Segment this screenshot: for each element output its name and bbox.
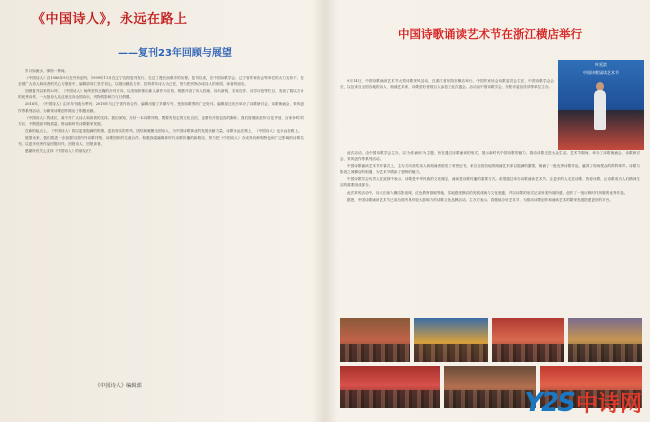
event-photo <box>414 318 488 362</box>
news-title: 中国诗歌诵读艺术节在浙江横店举行 <box>398 27 582 41</box>
article-subtitle: ——复刊23年回顾与展望 <box>118 48 232 59</box>
stage-photo <box>558 60 644 150</box>
paragraph: 中国诗歌学会负责人在致辞中表示，诗歌是中华民族的文化瑰宝，诵读是诗歌传播的重要方式。希望通过举办诗歌诵读艺术节，让更多的人走近诗歌、热爱诗歌，让诗歌成为人们精神生活的重要组成部分。 <box>340 177 640 188</box>
paragraph: 据悉，中国诗歌诵读艺术节已成为国内具有较大影响力的诗歌文化品牌活动。主办方表示，将继续办好艺术节，为推动诗歌创作和诵读艺术的繁荣发展搭建更好的平台。 <box>347 197 613 202</box>
paragraph: 《中国诗人》的成长，离不开广大诗人和读者的支持。我们深知，办好一本诗歌刊物，既要有坚定的文化自信，也要有开放包容的胸怀。我们将继续坚持'百花齐放、百家争鸣'的方针，不断提高刊物质量，推动新时代诗歌繁荣发展。 <box>18 115 304 126</box>
paragraph: 展望未来，我们将进一步加强与国内外诗歌刊物、诗歌团体的交流合作，积极探索融媒体时代诗歌传播的新路径，努力把《中国诗人》办成具有鲜明特色和广泛影响的诗歌名刊，以更多优秀作品回报时代、回报诗人、回报读者。 <box>18 135 304 147</box>
paragraph: 9月14日，中国诗歌诵读艺术节大型诗歌采风活动，在浙江省东阳市横店举行。中国作家协会诗歌委员会主任，中国诗歌学会会长，以及来自全国各地的诗人、朗诵艺术家、诗歌爱好者数百人参加了此次盛会。活动由中国诗歌学会、东阳市委宣传部等单位主办。 <box>340 79 554 90</box>
speaker-name: 叶延滨 <box>595 62 607 67</box>
stage-banner-text: 中国诗歌诵读艺术节 <box>583 70 619 75</box>
right-page <box>328 0 650 422</box>
event-photo <box>492 318 564 362</box>
paragraph: 此次活动，由中国诗歌学会主办，以'为你诵读'为主题，旨在通过诗歌诵读的形式，展示新时代中国诗歌的魅力，推动诗歌走进大众生活。艺术节期间，举办了诗歌朗诵会、诗歌研讨会、采风创作等系列活动。 <box>340 151 640 162</box>
article-title: 《中国诗人》，永远在路上 <box>32 12 188 27</box>
paragraph: 此次采风活动中，诗人们深入横店影视城、红色教育基地等地，实地感受横店的发展成就与文化底蕴，并以诗歌的形式记录所见所闻所感，创作了一批反映时代风貌的优秀作品。 <box>347 190 628 195</box>
site-watermark <box>524 387 642 418</box>
watermark-site-name: 中诗网 <box>575 392 642 417</box>
article-body <box>18 68 304 370</box>
speaker-body <box>594 90 606 130</box>
event-photo <box>340 318 410 362</box>
news-body <box>340 150 640 312</box>
group-photo <box>340 366 440 408</box>
group-photo <box>444 366 536 408</box>
news-intro <box>340 78 554 150</box>
paragraph: 《中国诗人》自1988年9月在丹东创刊，1999年11月在辽宁沈阳复刊发行，走过了漫长而艰辛的历程。复刊以来，在中国诗歌学会、辽宁省作家协会等单位的大力支持下，在全国广大诗人和读者的关心与厚爱中，编辑部同仁坚守初心，以推出精品力作、扶持青年诗人为己任，努力把刊物办成诗人的家园、读者的朋友。 <box>18 76 304 87</box>
paragraph: 在新的起点上，《中国诗人》将以更加饱满的热情，更加务实的作风，团结和凝聚全国诗人，为中国诗歌事业的发展贡献力量。诗歌永远在路上，《中国诗人》也永远在路上。 <box>25 128 302 133</box>
event-photo <box>568 318 642 362</box>
left-page <box>0 0 322 422</box>
paragraph: 中国诗歌诵读艺术节开幕式上，主办方向获奖诗人和朗诵者颁发了荣誉证书。来自全国各地的朗诵艺术家以饱满的激情，朗诵了一批优秀诗歌作品，赢得了现场观众的阵阵掌声。诗歌与影视之城横店的相遇，为艺术节增添了独特的魅力。 <box>340 164 640 175</box>
editor-signature: 《中国诗人》编辑部 <box>95 383 142 389</box>
paragraph: 感谢所有关心支持《中国诗人》的朋友们！ <box>25 149 94 154</box>
paragraph: 岁月如流水，弹指一挥间。 <box>25 69 69 73</box>
watermark-logo-icon: Y2S <box>524 387 574 418</box>
paragraph: 2016年，《中国诗人》由半年刊改为季刊；2018年与辽宁省作协合作，编辑出版了多期专号，受到诗歌界的广泛好评。编辑部还先后举办了诗歌研讨会、诗歌朗诵会、采风创作等系列活动，为繁荣诗歌创作做出了积极贡献。 <box>18 102 304 113</box>
paragraph: 回顾复刊以来的23年，《中国诗人》始终坚持正确的办刊方向，以发现和推出新人新作为宗旨，相继开设了诗人档案、诗坛新锐、名家近作、诗学评论等栏目，发表了数以万计的优秀诗作，一大批诗人从这里走向全国诗坛，刊物的影响力与日俱增。 <box>18 89 304 100</box>
